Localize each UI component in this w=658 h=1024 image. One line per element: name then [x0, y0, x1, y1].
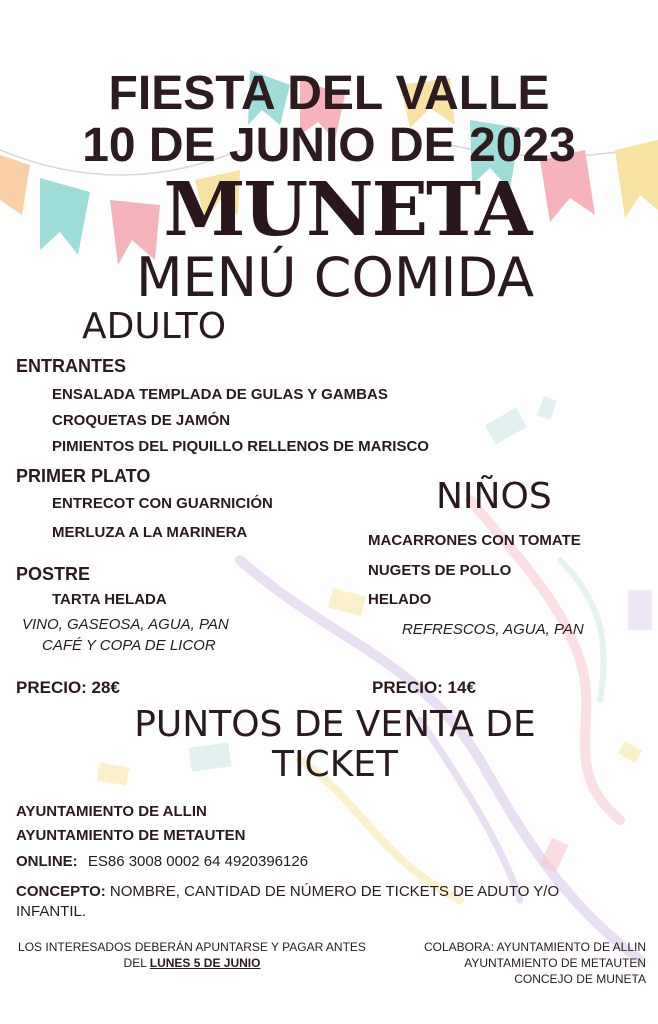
online-label: ONLINE:	[16, 853, 78, 870]
event-title	[0, 68, 658, 172]
primer-plato-item: MERLUZA A LA MARINERA	[52, 524, 248, 541]
notice-line2	[0, 955, 384, 971]
event-name: FIESTA DEL VALLE	[108, 67, 550, 120]
primer-plato-item: ENTRECOT CON GUARNICIÓN	[52, 495, 273, 512]
kids-heading: NIÑOS	[436, 476, 552, 517]
collaborator-line: COLABORA: AYUNTAMIENTO DE ALLIN	[423, 940, 646, 954]
collaborators	[424, 939, 646, 987]
adult-drinks-line1: VINO, GASEOSA, AGUA, PAN	[22, 616, 229, 633]
kids-item: MACARRONES CON TOMATE	[368, 532, 581, 549]
concepto-value: NOMBRE, CANTIDAD DE NÚMERO DE TICKETS DE ADUTO Y/O INFANTIL.	[16, 883, 560, 920]
adult-price: PRECIO: 28€	[16, 678, 120, 697]
sale-point: AYUNTAMIENTO DE ALLIN	[16, 803, 207, 820]
brand-title: MUNETA	[163, 167, 531, 253]
collaborator-line: CONCEJO DE MUNETA	[514, 972, 646, 986]
online-payment	[16, 853, 308, 870]
notice-prefix: DEL	[123, 956, 150, 970]
notice-line1: LOS INTERESADOS DEBERÁN APUNTARSE Y PAGAR ANTES	[18, 940, 366, 954]
postre-item: TARTA HELADA	[52, 591, 167, 608]
event-date: 10 DE JUNIO DE 2023	[82, 119, 576, 172]
adult-drinks-line2: CAFÉ Y COPA DE LICOR	[42, 637, 216, 654]
registration-notice	[0, 939, 384, 971]
entrantes-heading: ENTRANTES	[16, 356, 127, 376]
collaborator-line: AYUNTAMIENTO DE METAUTEN	[464, 956, 646, 970]
sale-point: AYUNTAMIENTO DE METAUTEN	[16, 827, 246, 844]
kids-item: HELADO	[368, 591, 432, 608]
tickets-heading-line2: TICKET	[271, 744, 399, 785]
tickets-heading	[0, 705, 658, 785]
kids-price: PRECIO: 14€	[372, 678, 476, 697]
primer-plato-heading: PRIMER PLATO	[16, 466, 151, 486]
adult-heading: ADULTO	[82, 306, 227, 347]
kids-item: NUGETS DE POLLO	[368, 562, 512, 579]
entrante-item: PIMIENTOS DEL PIQUILLO RELLENOS DE MARISCO	[52, 438, 429, 455]
entrante-item: ENSALADA TEMPLADA DE GULAS Y GAMBAS	[52, 386, 388, 403]
entrante-item: CROQUETAS DE JAMÓN	[52, 412, 231, 429]
online-account: ES86 3008 0002 64 4920396126	[87, 853, 309, 870]
concepto	[16, 882, 616, 922]
postre-heading: POSTRE	[16, 564, 91, 584]
concepto-label: CONCEPTO:	[16, 883, 106, 900]
notice-deadline: LUNES 5 DE JUNIO	[149, 956, 261, 970]
kids-drinks: REFRESCOS, AGUA, PAN	[402, 621, 584, 638]
tickets-heading-line1: PUNTOS DE VENTA DE	[134, 704, 536, 745]
menu-title: MENÚ COMIDA	[135, 246, 535, 309]
